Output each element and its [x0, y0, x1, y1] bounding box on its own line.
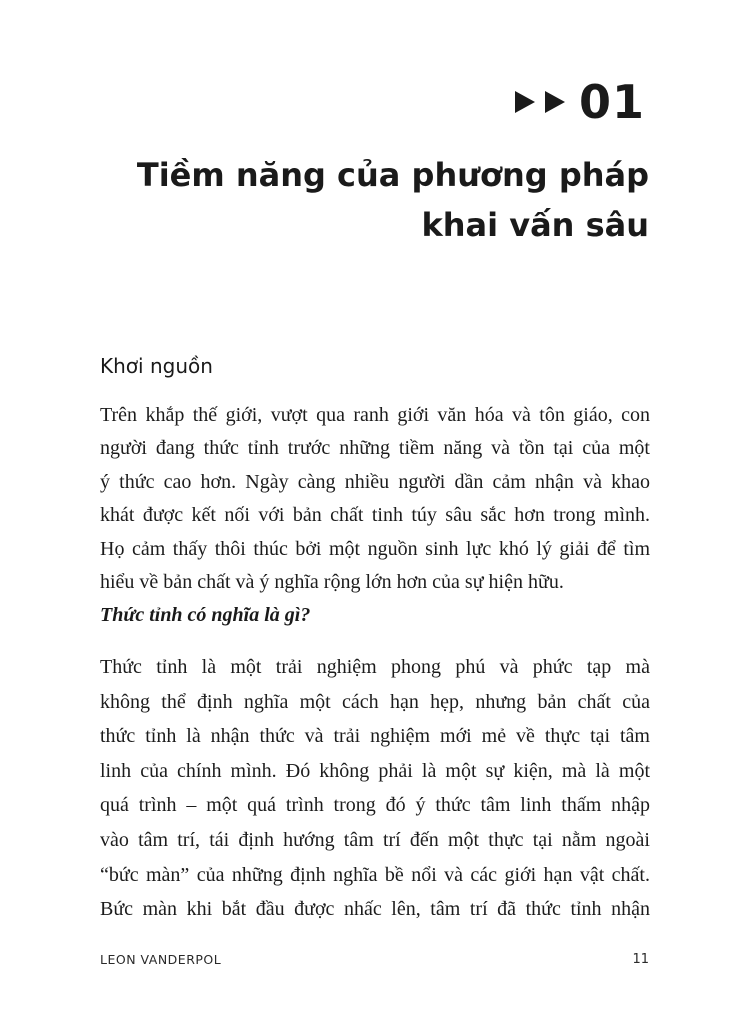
chapter-marker — [515, 72, 645, 132]
chapter-number: 01 — [578, 75, 645, 129]
text-line: Trên khắp thế giới, vượt qua ranh giới văn hóa và tôn giáo, con — [100, 404, 650, 426]
text-line: “bức màn” của những định nghĩa bề nổi và các giới hạn vật chất. — [100, 863, 650, 886]
text-line: không thể định nghĩa một cách hạn hẹp, nhưng bản chất của — [100, 690, 650, 713]
awakening-paragraph — [100, 650, 650, 927]
text-line: Thức tỉnh là một trải nghiệm phong phú và phức tạp mà — [100, 656, 650, 678]
triangle-arrow-icon — [545, 91, 565, 113]
intro-paragraph — [100, 399, 650, 599]
text-line: khát được kết nối với bản chất tinh túy sâu sắc hơn trong mình. — [100, 504, 650, 527]
text-line: Bức màn khi bắt đầu được nhấc lên, tâm trí đã thức tỉnh nhận — [100, 898, 650, 921]
chapter-title-line: Tiềm năng của phương pháp — [136, 156, 649, 194]
page-number: 11 — [632, 952, 649, 967]
text-line: linh của chính mình. Đó không phải là một sự kiện, mà là một — [100, 759, 650, 782]
triangle-arrow-icon — [515, 91, 535, 113]
footer-author: LEON VANDERPOL — [100, 952, 222, 967]
text-line: quá trình – một quá trình trong đó ý thức tâm linh thấm nhập — [100, 794, 650, 817]
subsection-heading: Thức tỉnh có nghĩa là gì? — [100, 604, 311, 626]
text-line: thức tỉnh là nhận thức và trải nghiệm mới mẻ về thực tại tâm — [100, 725, 650, 748]
text-line: người đang thức tỉnh trước những tiềm năng và tồn tại của một — [100, 437, 650, 460]
chapter-title-line: khai vấn sâu — [421, 206, 649, 244]
text-line: vào tâm trí, tái định hướng tâm trí đến một thực tại nằm ngoài — [100, 828, 650, 851]
section-heading: Khơi nguồn — [100, 354, 213, 378]
text-line: Họ cảm thấy thôi thúc bởi một nguồn sinh lực khó lý giải để tìm — [100, 537, 650, 560]
text-line: hiểu về bản chất và ý nghĩa rộng lớn hơn của sự hiện hữu. — [100, 570, 564, 593]
text-line: ý thức cao hơn. Ngày càng nhiều người dần cảm nhận và khao — [100, 470, 650, 493]
chapter-title — [89, 150, 649, 250]
